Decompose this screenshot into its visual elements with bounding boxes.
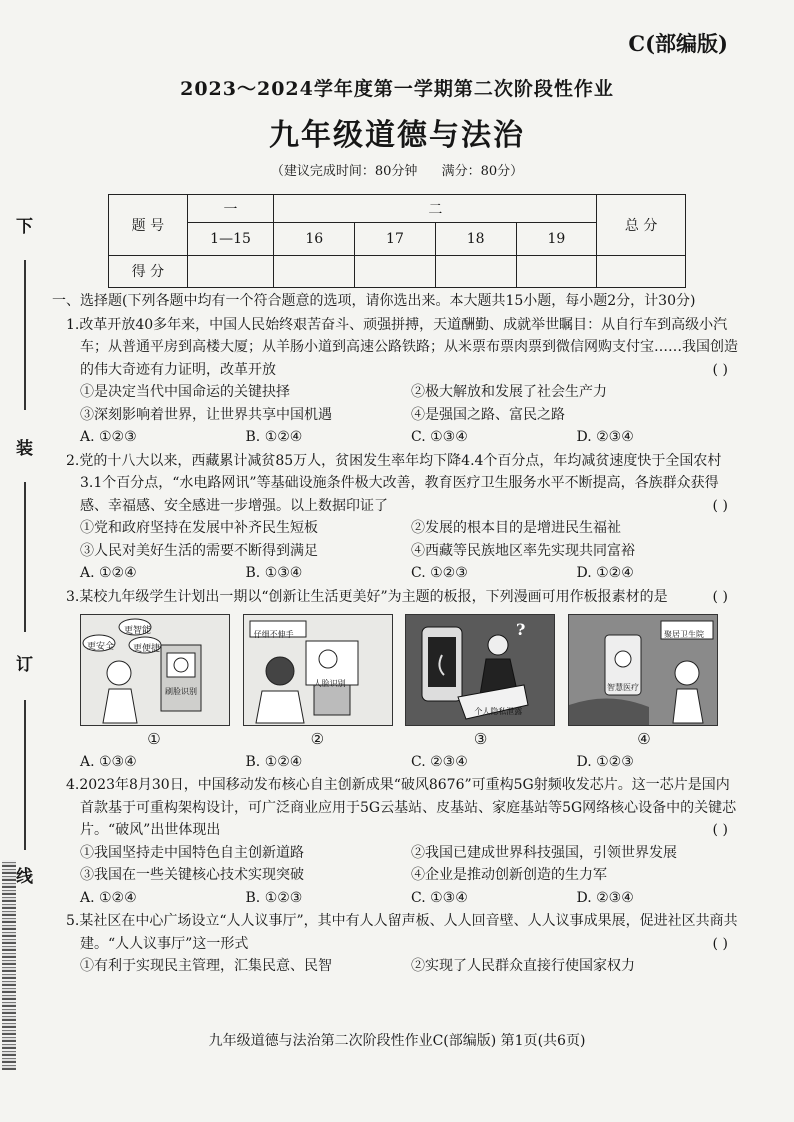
screen-face-recognition: 人脸识别 [313,679,346,688]
bubble-smarter: 更智能 [124,626,152,636]
statements [80,517,742,540]
statement: ②我国已建成世界科技强国，引领世界发展 [411,844,677,861]
choice-c[interactable]: C. ①③④ [411,889,468,906]
cartoon-2 [243,614,393,726]
score-cell-18[interactable] [435,255,516,287]
statement: ①是决定当代中国命运的关键抉择 [80,384,290,400]
choice-d[interactable]: D. ①②④ [576,565,634,581]
choice-b[interactable]: B. ①③④ [245,565,303,581]
choice-c[interactable]: C. ②③④ [411,753,468,770]
bubble-safer: 更安全 [87,642,115,652]
score-cell-1[interactable] [187,255,274,287]
statement: ①党和政府坚持在发展中补齐民生短板 [80,520,318,536]
term-title: 2023～2024学年度第一学期第二次阶段性作业 [180,78,614,100]
statement: ④西藏等民族地区率先实现共同富裕 [411,542,635,559]
score-table [108,194,686,288]
question-1 [66,314,742,382]
answer-paren[interactable]: ( ) [712,588,728,605]
cartoon-label-4: ④ [637,730,651,748]
statements [80,381,742,404]
cartoon-1-drawing [81,615,229,725]
col-16: 16 [274,223,355,255]
statements [80,842,742,865]
choice-c[interactable]: C. ①③④ [411,429,468,445]
binding-margin [16,200,46,1100]
choice-d[interactable]: D. ②③④ [576,429,634,445]
question-content [52,290,742,978]
page-footer: 九年级道德与法治第二次阶段性作业C(部编版) 第1页(共6页) [208,1033,586,1049]
subject-title: 九年级道德与法治 [269,118,525,153]
choice-c[interactable]: C. ①②③ [411,565,468,581]
choices [80,426,742,449]
score-cell-16[interactable] [274,255,355,287]
label-question-number: 题 号 [109,195,188,256]
choice-a[interactable]: A. ①③④ [80,753,137,770]
label-total-score: 总 分 [597,195,686,256]
cartoon-3 [405,614,555,726]
binding-char-ding: 订 [16,655,33,675]
statement: ①我国坚持走中国特色自主创新道路 [80,844,304,861]
choices [80,887,742,910]
question-2-text: 2.党的十八大以来，西藏累计减贫85万人，贫困发生率年均下降4.4个百分点，年均减贫速度快于全国农村3.1个百分点，“水电路网讯”等基础设施条件极大改善，教育医疗卫生服务水平不断提高，各族群众获得感、幸福感、安全感进一步增强。以上数据印证了 [66,452,722,514]
svg-text:?: ? [516,620,526,639]
question-4-text: 4.2023年8月30日，中国移动发布核心自主创新成果“破风8676”可重构5G射频收发芯片。这一芯片是国内首款基于可重构架构设计，可广泛商业应用于5G云基站、皮基站、家庭基站等5G网络核心设备中的关键芯片。“破风”出世体现出 [66,777,737,838]
binding-char-xia: 下 [16,217,33,237]
statements [80,404,742,427]
cartoon-labels [80,728,718,751]
part-one-header: 一 [187,195,274,223]
choices [80,562,742,585]
cartoon-label-3: ③ [473,730,488,748]
col-19: 19 [516,223,597,255]
statement: ①有利于实现民主管理，汇集民意、民智 [80,958,332,974]
choice-b[interactable]: B. ①②③ [245,889,303,906]
edition-label: C(部编版) [628,31,728,56]
answer-paren[interactable]: ( ) [712,935,728,952]
choice-a[interactable]: A. ①②③ [80,429,137,445]
binding-line [24,700,26,850]
label-score: 得 分 [109,255,188,287]
choice-a[interactable]: A. ①②④ [80,565,137,581]
score-cell-total[interactable] [597,255,686,287]
binding-line [24,260,26,410]
choice-b[interactable]: B. ①②④ [245,753,303,770]
bubble-more-convenient: 更便捷 [133,644,161,654]
choices [80,751,742,774]
answer-paren[interactable]: ( ) [712,361,728,378]
score-cell-17[interactable] [355,255,436,287]
choice-d[interactable]: D. ②③④ [576,889,634,906]
time-hint [0,160,794,179]
choice-b[interactable]: B. ①②④ [245,429,303,445]
cartoon-label-1: ① [147,730,161,748]
binding-line [24,482,26,632]
answer-paren[interactable]: ( ) [712,497,728,514]
statement: ④企业是推动创新创造的生力军 [411,867,607,883]
part-two-header: 二 [274,195,597,223]
paper-privacy-leak: 个人隐私泄露 [474,707,523,716]
statement: ③人民对美好生活的需要不断得到满足 [80,542,318,559]
cartoon-row [80,614,718,726]
statement: ③我国在一些关键核心技术实现突破 [80,867,304,883]
question-2 [66,450,742,518]
machine-face-scan: 刷脸识别 [165,687,197,696]
question-5 [66,910,742,955]
statement: ②极大解放和发展了社会生产力 [411,384,607,400]
cartoon-4 [568,614,718,726]
question-3-text: 3.某校九年级学生计划出一期以“创新让生活更美好”为主题的板报，下列漫画可用作板报素材的是 [66,588,668,605]
choice-d[interactable]: D. ①②③ [576,753,634,770]
statements [80,540,742,563]
question-3 [66,586,742,609]
sign-careful: 仔细不伸手 [253,630,294,639]
time-hint-text: （建议完成时间：80分钟 [270,164,418,179]
cartoon-1 [80,614,230,726]
statements [80,864,742,887]
col-1-15: 1—15 [187,223,274,255]
question-5-text: 5.某社区在中心广场设立“人人议事厅”，其中有人人留声板、人人回音壁、人人议事成果展，促进社区共商共建。“人人议事厅”这一形式 [66,913,738,952]
question-1-text: 1.改革开放40多年来，中国人民始终艰苦奋斗、顽强拼搏，天道酬勤、成就举世瞩目：从自行车到高级小汽车；从普通平房到高楼大厦；从羊肠小道到高速公路铁路；从米票布票肉票到微信网购支付宝……我国创造的伟大奇迹有力证明，改革开放 [66,316,738,378]
question-4 [66,774,742,842]
statement: ④是强国之路、富民之路 [411,406,565,423]
score-cell-19[interactable] [516,255,597,287]
answer-paren[interactable]: ( ) [712,822,728,838]
statement: ③深刻影响着世界，让世界共享中国机遇 [80,406,332,423]
col-17: 17 [355,223,436,255]
phone-smart-medical: 智慧医疗 [606,683,639,692]
binding-char-xian: 线 [16,867,33,887]
cartoon-label-2: ② [310,730,325,748]
binding-char-zhuang: 装 [16,439,33,459]
score-hint-text: 满分：80分） [441,164,524,179]
section-one-heading: 一、选择题(下列各题中均有一个符合题意的选项，请你选出来。本大题共15小题，每小题2分，计30分) [52,293,696,309]
choice-a[interactable]: A. ①②④ [80,889,137,906]
statement: ②实现了人民群众直接行使国家权力 [411,958,635,974]
sign-health-center: 聚居卫生院 [663,630,704,639]
col-18: 18 [435,223,516,255]
statement: ②发展的根本目的是增进民生福祉 [411,520,621,536]
statements [80,955,742,978]
